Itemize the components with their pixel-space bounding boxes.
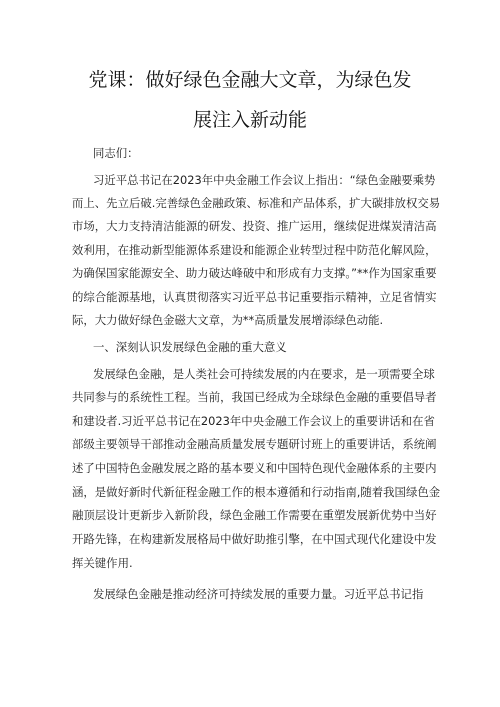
- paragraph-2-line: 和建设者.习近平总书记在2023年中央金融工作会议上的重要讲话和在省: [72, 414, 435, 428]
- paragraph-1-line: 而上、先立后破.完善绿色金融政策、标准和产品体系，扩大碳排放权交易: [72, 196, 441, 210]
- section-heading: 一、深刻认识发展绿色金融的重大意义: [93, 340, 287, 354]
- paragraph-1-line: 为确保国家能源安全、助力破达峰破中和形成有力支撑。”**作为国家重要: [72, 266, 437, 280]
- paragraph-2-line: 挥关键作用.: [72, 556, 133, 570]
- document-title-line-2: 展注入新动能: [192, 109, 307, 131]
- paragraph-2-line: 开路先锋，在构建新发展格局中做好助推引擎，在中国式现代化建设中发: [72, 532, 437, 546]
- paragraph-2-line: 发展绿色金融，是人类社会可持续发展的内在要求，是一项需要全球: [93, 367, 435, 381]
- paragraph-1-line: 市场，大力支持清洁能源的研发、投资、推广运用，继续促进煤炭清洁高: [72, 219, 437, 233]
- document-title-line-1: 党课：做好绿色金融大文章，为绿色发: [88, 69, 412, 91]
- paragraph-2-line: 部级主要领导干部推动金融高质量发展专题研讨班上的重要讲话，系统阐: [72, 437, 437, 451]
- paragraph-2-line: 述了中国特色金融发展之路的基本要义和中国特色现代金融体系的主要内: [72, 461, 437, 475]
- paragraph-3-line: 发展绿色金融是推动经济可持续发展的重要力量。习近平总书记指: [93, 587, 424, 601]
- salutation: 同志们：: [93, 146, 139, 160]
- paragraph-1-line: 际，大力做好绿色金磁大文章，为**高质量发展增添绿色动能.: [72, 313, 384, 327]
- paragraph-2-line: 涵，是做好新时代新征程金融工作的根本遵循和行动指南,随着我国绿色金: [72, 485, 441, 499]
- paragraph-2-line: 共同参与的系统性工程。当前，我国已经成为全球绿色金融的重要倡导者: [72, 390, 437, 404]
- paragraph-2-line: 融顶层设计更新步入新阶段，绿色金融工作需要在重塑发展新优势中当好: [72, 508, 437, 522]
- paragraph-1-line: 的综合能源基地，认真贯彻落实习近平总书记重要指示精神，立足省情实: [72, 290, 437, 304]
- paragraph-1-line: 效利用，在推动新型能源体系建设和能源企业转型过程中防范化解风险，: [72, 243, 437, 257]
- paragraph-1-line: 习近平总书记在2023年中央金融工作会议上指出：“绿色金融要乘势: [93, 173, 436, 187]
